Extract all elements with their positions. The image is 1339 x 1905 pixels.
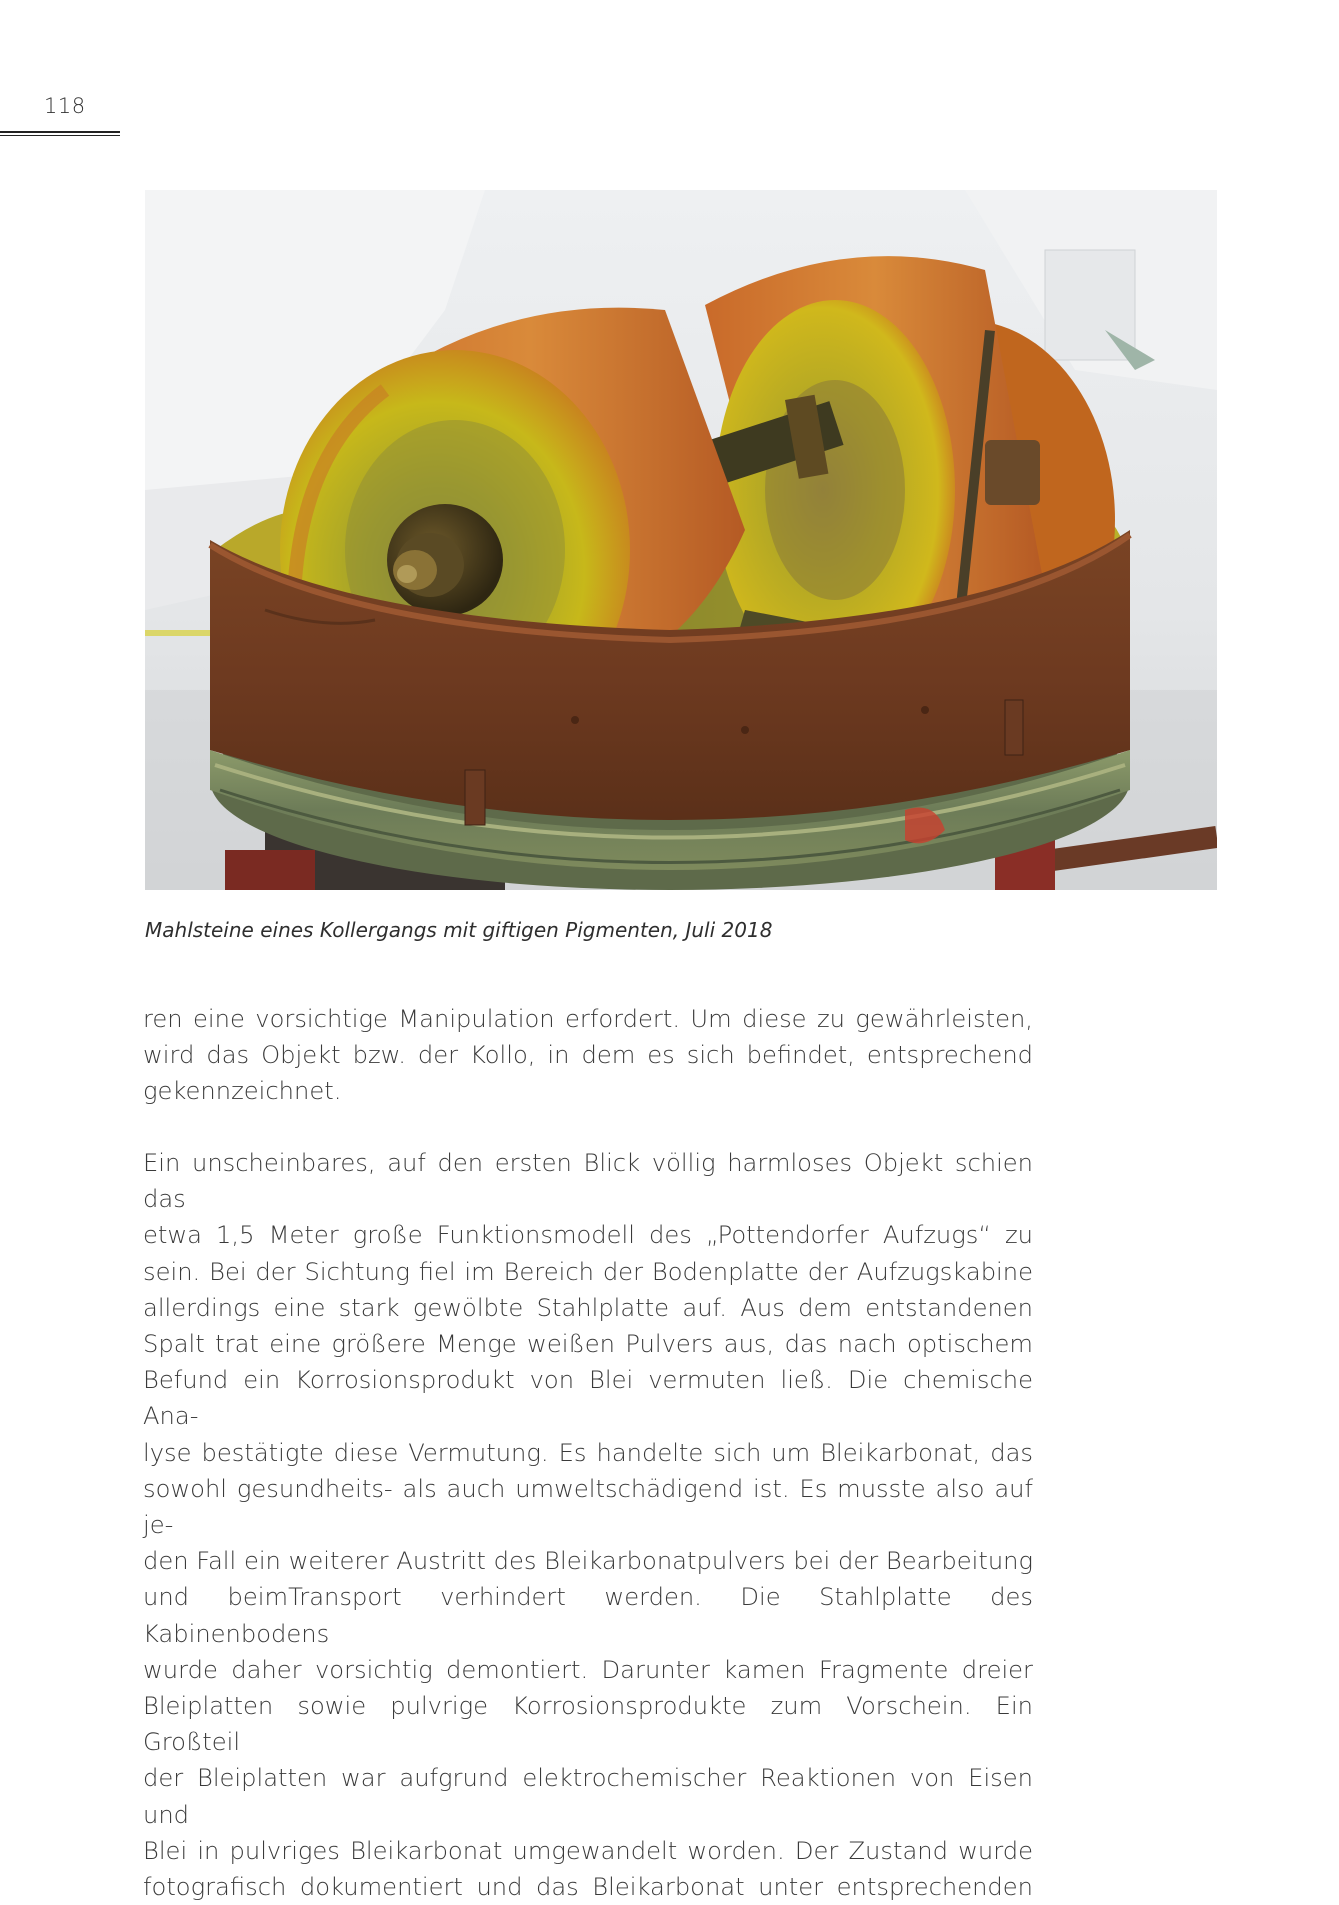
text-line: Bleiplatten sowie pulvrige Korrosionsprodukte zum Vorschein. Ein Großteil [143,1692,1033,1757]
figure-caption: Mahlsteine eines Kollergangs mit giftigen Pigmenten, Juli 2018 [145,918,773,942]
text-line: Blei in pulvriges Bleikarbonat umgewandelt worden. Der Zustand wurde [143,1836,1033,1865]
paragraph-2 [143,1145,1033,1905]
text-line: etwa 1,5 Meter große Funktionsmodell des „Pottendorfer Aufzugs“ zu [143,1221,1033,1250]
text-line: lyse bestätigte diese Vermutung. Es handelte sich um Bleikarbonat, das [143,1438,1033,1467]
text-line: Befund ein Korrosionsprodukt von Blei vermuten ließ. Die chemische Ana- [143,1366,1033,1431]
header-rule-thin [0,135,120,136]
text-line: der Bleiplatten war aufgrund elektrochemischer Reaktionen von Eisen und [143,1764,1033,1829]
text-line: sowohl gesundheits- als auch umweltschädigend ist. Es musste also auf je- [143,1474,1033,1540]
text-line: Spalt trat eine größere Menge weißen Pulvers aus, das nach optischem [143,1330,1033,1359]
text-line: sein. Bei der Sichtung fiel im Bereich der Bodenplatte der Aufzugskabine [143,1257,1033,1286]
text-line: wird das Objekt bzw. der Kollo, in dem es sich befindet, entsprechend [143,1041,1033,1070]
text-line: gekennzeichnet. [143,1077,342,1106]
figure-photo [145,190,1217,890]
text-line: den Fall ein weiterer Austritt des Bleikarbonatpulvers bei der Bearbeitung [143,1547,1033,1576]
text-line: fotografisch dokumentiert und das Bleikarbonat unter entsprechenden [143,1873,1033,1902]
page-number: 118 [44,94,86,118]
text-line: wurde daher vorsichtig demontiert. Darunter kamen Fragmente dreier [143,1655,1033,1684]
text-line: und beimTransport verhindert werden. Die Stahlplatte des Kabinenbodens [143,1583,1033,1648]
paragraph-1 [143,1001,1033,1110]
text-line: allerdings eine stark gewölbte Stahlplatte auf. Aus dem entstandenen [143,1293,1033,1322]
text-line: ren eine vorsichtige Manipulation erfordert. Um diese zu gewährleisten, [143,1005,1033,1033]
text-line: Ein unscheinbares, auf den ersten Blick völlig harmloses Objekt schien das [143,1149,1033,1214]
header-rule [0,131,120,133]
